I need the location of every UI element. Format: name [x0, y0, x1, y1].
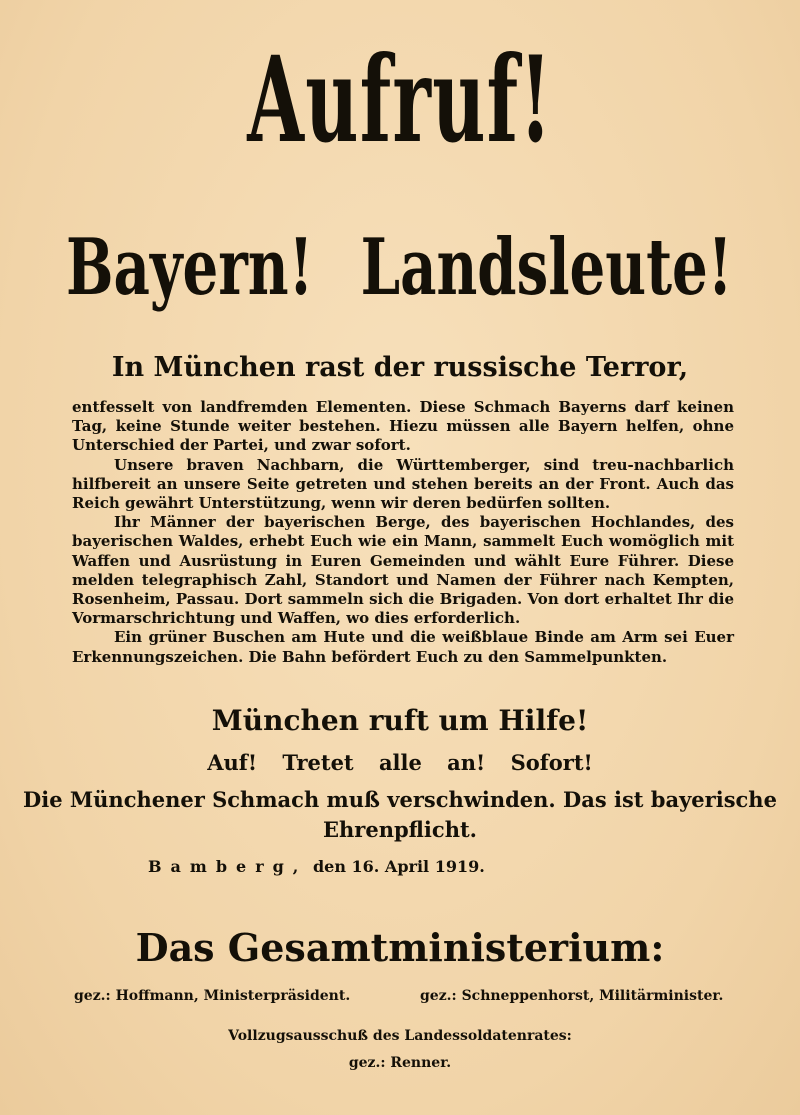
signature-prime-minister: gez.: Hoffmann, Ministerpräsident. [74, 988, 351, 1004]
issuer-title: Das Gesamtministerium: [135, 925, 665, 970]
place-date [148, 855, 485, 879]
body-paragraph: Unsere braven Nachbarn, die Württemberger, sind treu-nachbarlich hilfbereit an unsere Seite getreten und stehen bereits an der Front. Auch das Reich gewährt Unterstützung, wenn wir deren bedürfen sollten. [72, 455, 734, 513]
body-paragraph: Ihr Männer der bayerischen Berge, des bayerischen Hochlandes, des bayerischen Waldes, erhebt Euch wie ein Mann, sammelt Euch womöglich mit Waffen und Ausrüstung in Euren Gemeinden und wählt Eure Führer. Diese melden telegraphisch Zahl, Standort und Namen der Führer nach Kempten, Rosenheim, Passau. Dort sammeln sich die Brigaden. Von dort erhaltet Ihr die Vormarschrichtung und Waffen, wo dies erforderlich. [72, 513, 734, 628]
poster-body [72, 398, 734, 667]
body-paragraph: entfesselt von landfremden Elementen. Diese Schmach Bayerns darf keinen Tag, keine Stunde weiter bestehen. Hiezu müssen alle Bayern helfen, ohne Unterschied der Partei, und zwar sofort. [72, 398, 734, 455]
council-signature: gez.: Renner. [348, 1055, 452, 1071]
signature-military-minister: gez.: Schneppenhorst, Militärminister. [420, 988, 724, 1004]
council-title: Vollzugsausschuß des Landessoldatenrates: [228, 1028, 572, 1044]
rally-line: Auf! Tretet alle an! Sofort! [207, 750, 593, 775]
shame-line: Die Münchener Schmach muß verschwinden. Das ist bayerische [23, 787, 777, 812]
body-paragraph: Ein grüner Buschen am Hute und die weißblaue Binde am Arm sei Euer Erkennungszeichen. Die Bahn befördert Euch zu den Sammelpunkten. [72, 628, 734, 666]
poster-subhead: In München rast der russische Terror, [111, 352, 689, 383]
poster-headline: Aufruf! [247, 30, 553, 169]
greeting-bayern: Bayern! [66, 222, 314, 313]
honor-duty: Ehrenpflicht. [323, 817, 477, 842]
greeting-landsleute: Landsleute! [360, 222, 732, 313]
date: den 16. April 1919. [312, 857, 485, 876]
call-for-help: München ruft um Hilfe! [211, 704, 589, 737]
place: Bamberg, [148, 857, 308, 876]
